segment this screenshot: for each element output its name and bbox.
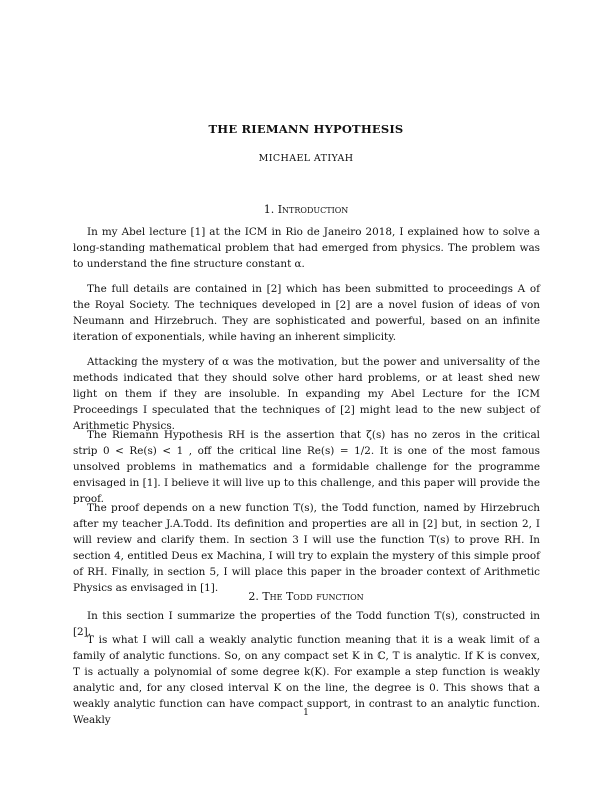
paper-title: THE RIEMANN HYPOTHESIS — [208, 122, 404, 136]
paragraph-intro-5: The proof depends on a new function T(s), the Todd function, named by Hirzebruch after my teacher J.A.Todd. Its definition and properties are all in [2] but, in section 2, I will review and clarify them. In section 3 I will use the function T(s) to prove RH. In section 4, entitled Deus ex Machina, I will try to explain the mystery of this simple proof of RH. Finally, in section 5, I will place this paper in the broader context of Arithmetic Physics as envisaged in [1]. — [73, 502, 540, 594]
paragraph-intro-3: Attacking the mystery of α was the motivation, but the power and universality of the methods indicated that they should solve other hard problems, or at least shed new light on them if they are insoluble. In expanding my Abel Lecture for the ICM Proceedings I speculated that the techniques of [2] might lead to the new subject of Arithmetic Physics. — [73, 356, 540, 432]
paragraph-todd-1: In this section I summarize the properties of the Todd function T(s), constructed in [2]. — [73, 610, 540, 638]
paragraph-todd-2: T is what I will call a weakly analytic function meaning that it is a weak limit of a family of analytic functions. So, on any compact set K in ℂ, T is analytic. If K is convex, T is actually a polynomial of some degree k(K). For example a step function is weakly analytic and, for any closed interval K on the line, the degree is 0. This shows that a weakly analytic function can have compact support, in contrast to an analytic function. Weakly — [73, 634, 540, 726]
section-heading-todd-function: 2. The Todd function — [248, 590, 364, 603]
paragraph-intro-4: The Riemann Hypothesis RH is the assertion that ζ(s) has no zeros in the critical strip 0 < Re(s) < 1 , off the critical line Re(s) = 1/2. It is one of the most famous unsolved problems in mathematics and a formidable challenge for the programme envisaged in [1]. I believe it will live up to this challenge, and this paper will provide the proof. — [73, 429, 540, 505]
section-heading-introduction: 1. Introduction — [263, 203, 349, 216]
page-number: 1 — [303, 708, 309, 718]
paragraph-intro-1: In my Abel lecture [1] at the ICM in Rio de Janeiro 2018, I explained how to solve a long-standing mathematical problem that had emerged from physics. The problem was to understand the fine structure constant α. — [73, 226, 540, 270]
author-name: MICHAEL ATIYAH — [258, 153, 354, 164]
paragraph-intro-2: The full details are contained in [2] which has been submitted to proceedings A of the Royal Society. The techniques developed in [2] are a novel fusion of ideas of von Neumann and Hirzebruch. They are sophisticated and powerful, based on an infinite iteration of exponentials, while having an inherent simplicity. — [73, 283, 540, 343]
